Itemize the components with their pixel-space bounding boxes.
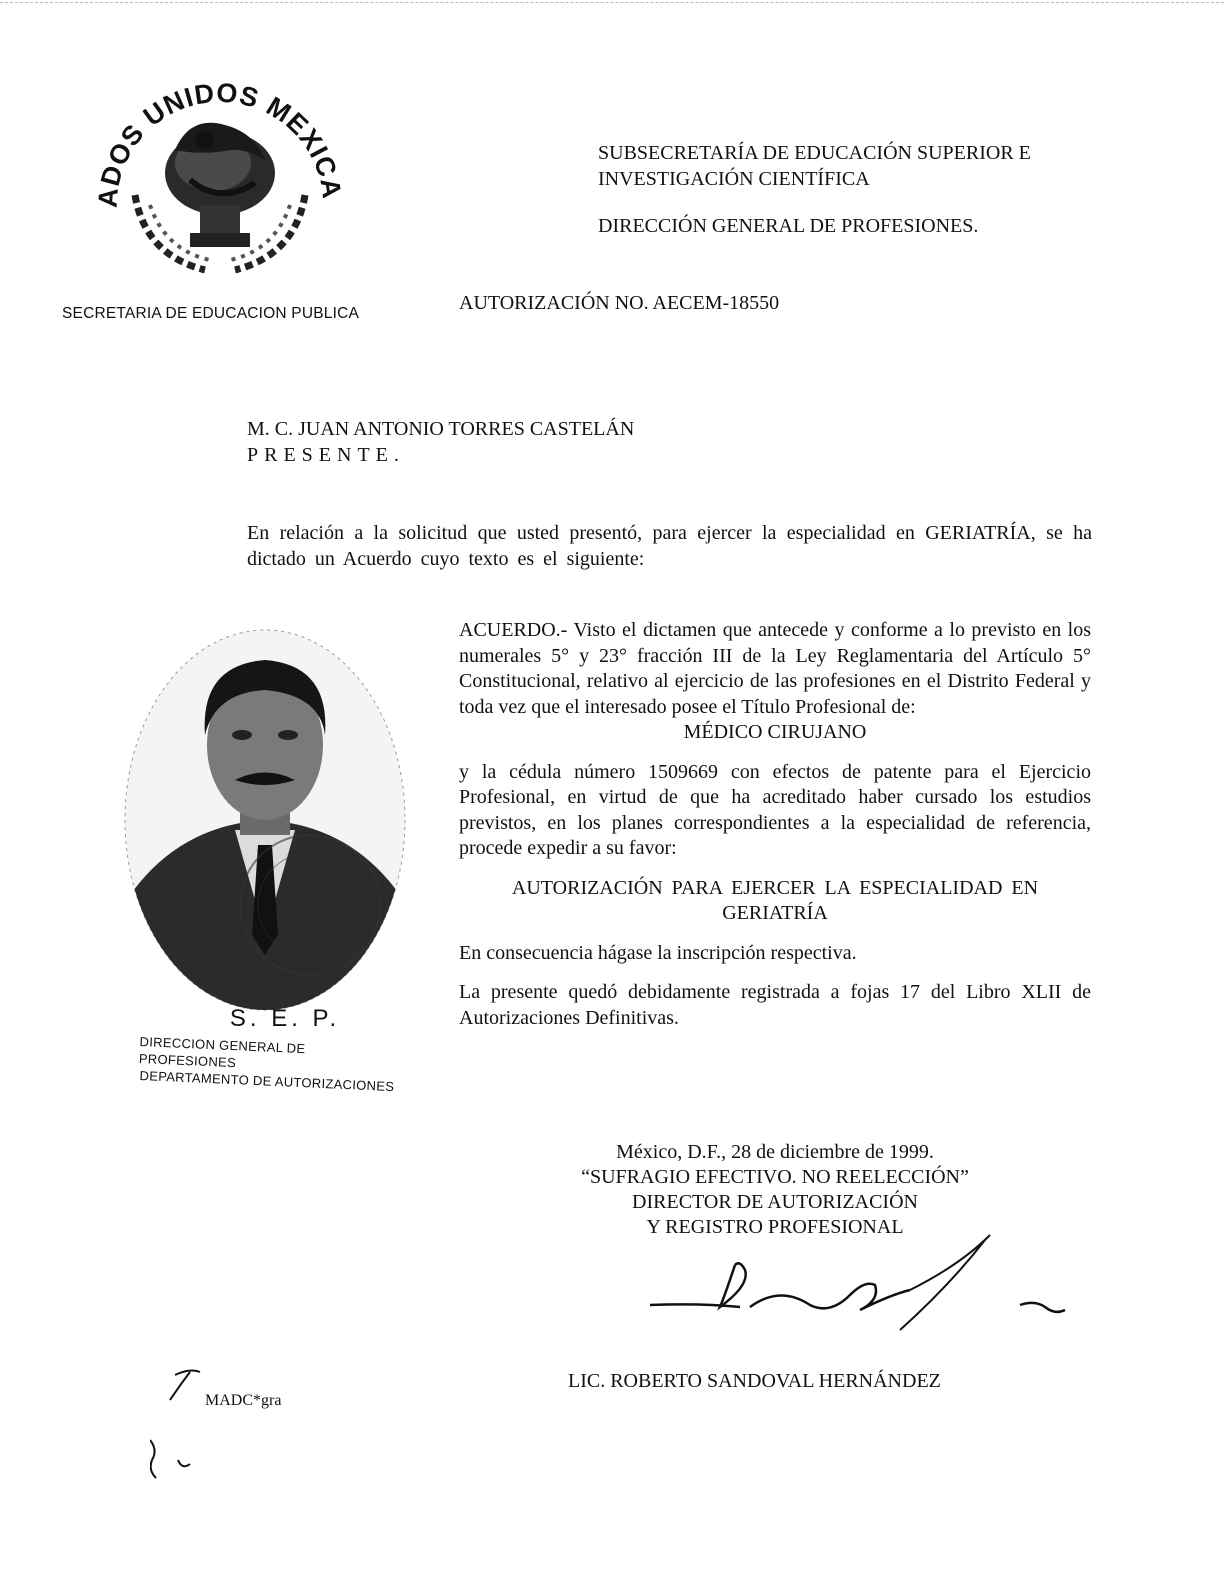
motto: “SUFRAGIO EFECTIVO. NO REELECCIÓN” xyxy=(581,1166,969,1188)
stamp-line-2: DEPARTAMENTO DE AUTORIZACIONES xyxy=(139,1067,395,1095)
signer-name: LIC. ROBERTO SANDOVAL HERNÁNDEZ xyxy=(568,1370,941,1392)
titulo-profesional: MÉDICO CIRUJANO xyxy=(683,721,867,743)
signature xyxy=(640,1225,1070,1365)
scan-edge-line xyxy=(0,2,1224,3)
position-line-1: DIRECTOR DE AUTORIZACIÓN xyxy=(632,1191,918,1213)
place-date: México, D.F., 28 de diciembre de 1999. xyxy=(616,1141,934,1163)
typist-initials: MADC*gra xyxy=(205,1392,282,1409)
direccion-heading: DIRECCIÓN GENERAL DE PROFESIONES. xyxy=(598,215,979,237)
recipient-name: M. C. JUAN ANTONIO TORRES CASTELÁN xyxy=(247,418,635,440)
seal-arc-text: ADOS UNIDOS MEXICA xyxy=(95,77,345,209)
portrait-photo xyxy=(120,605,410,1015)
handwritten-signature-icon xyxy=(640,1225,1070,1365)
acuerdo-paragraph-1: ACUERDO.- Visto el dictamen que antecede y conforme a lo previsto en los numerales 5° y 23° fracción III de la Ley Reglamentaria del Artículo 5° Constitucional, relativo al ejercicio de las profesiones en el Distrito Federal y toda vez que el interesado posee el Título Profesional de: xyxy=(459,619,1091,718)
position-line-2: Y REGISTRO PROFESIONAL xyxy=(646,1216,904,1238)
stamp-line-1: DIRECCION GENERAL DE PROFESIONES xyxy=(138,1033,306,1071)
pen-marks-icon xyxy=(150,1360,230,1480)
subsecretaria-line-1: SUBSECRETARÍA DE EDUCACIÓN SUPERIOR E xyxy=(598,142,1031,164)
acuerdo-paragraph-2: y la cédula número 1509669 con efectos de patente para el Ejercicio Profesional, en virtud de que ha acreditado haber cursado los estudios previstos, en los planes correspondientes a la especialidad de referencia, procede expedir a su favor: xyxy=(459,760,1091,859)
portrait-photo-image xyxy=(120,605,410,1015)
eagle-seal-icon xyxy=(95,55,345,305)
acuerdo-paragraph-4: La presente quedó debidamente registrada a fojas 17 del Libro XLII de Autorizaciones Definitivas. xyxy=(459,981,1091,1029)
subsecretaria-heading xyxy=(598,140,1031,192)
handwritten-marks xyxy=(150,1360,230,1480)
acuerdo-body xyxy=(459,618,1091,1031)
stamp-sep: S. E. P. xyxy=(229,1005,341,1032)
autorizacion-number: AUTORIZACIÓN NO. AECEM-18550 xyxy=(459,292,780,314)
recipient-block xyxy=(247,416,634,468)
acuerdo-paragraph-3: En consecuencia hágase la inscripción respectiva. xyxy=(459,941,857,964)
national-seal xyxy=(95,55,345,305)
intro-paragraph: En relación a la solicitud que usted presentó, para ejercer la especialidad en GERIATRÍA, se ha dictado un Acuerdo cuyo texto es el siguiente: xyxy=(247,522,1092,570)
recipient-presente: PRESENTE. xyxy=(247,444,405,466)
resolucion-line-1: AUTORIZACIÓN PARA EJERCER LA ESPECIALIDAD EN xyxy=(511,876,1039,899)
subsecretaria-line-2: INVESTIGACIÓN CIENTÍFICA xyxy=(598,168,870,190)
sep-stamp xyxy=(138,1005,400,1095)
seal-caption: SECRETARIA DE EDUCACION PUBLICA xyxy=(62,305,360,322)
resolucion-line-2: GERIATRÍA xyxy=(722,902,828,924)
